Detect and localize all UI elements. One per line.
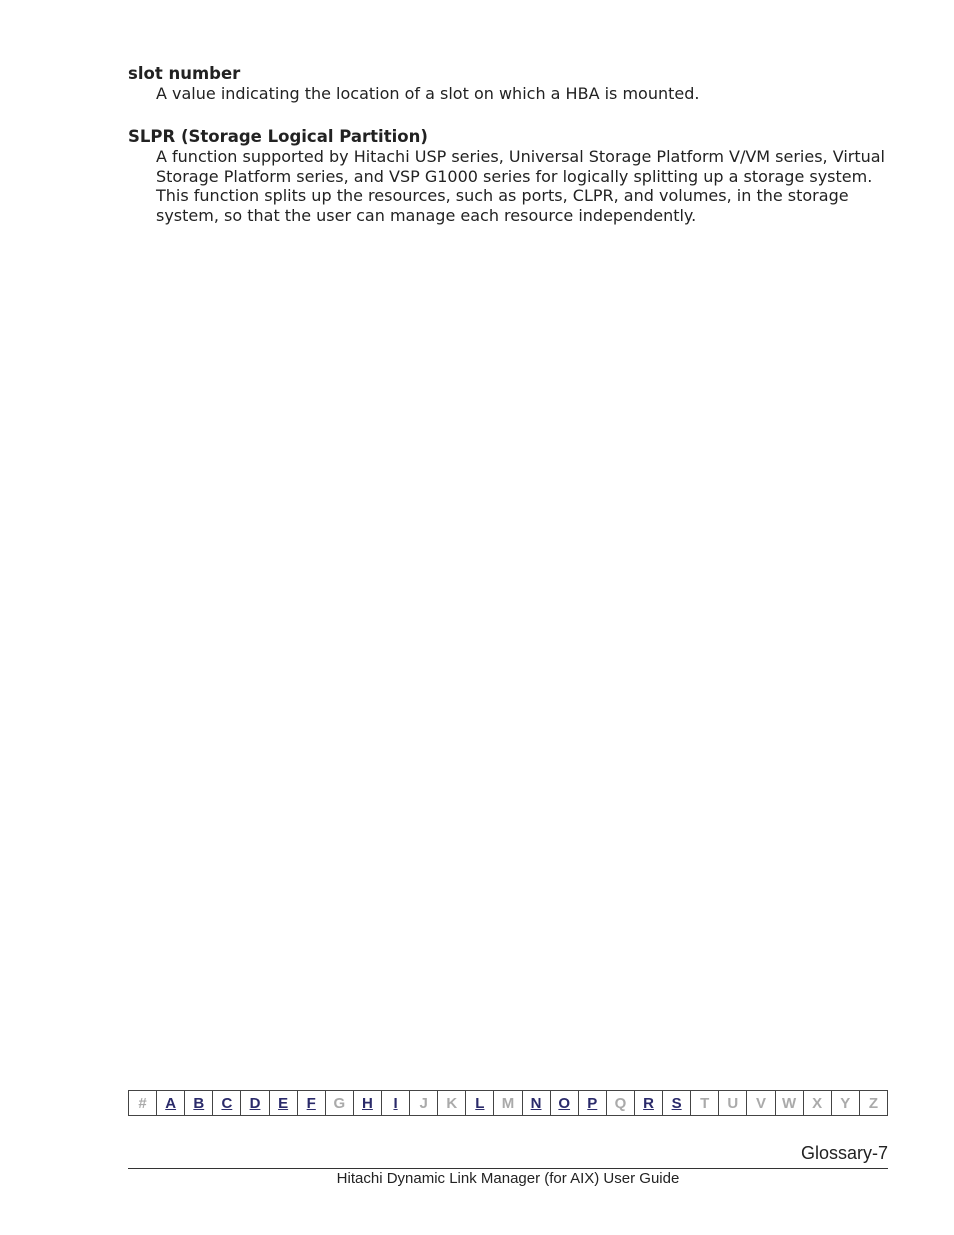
index-link-c[interactable]: C	[213, 1091, 241, 1115]
index-link-t: T	[691, 1091, 719, 1115]
index-link-d[interactable]: D	[241, 1091, 269, 1115]
index-link-l[interactable]: L	[466, 1091, 494, 1115]
page-number: Glossary-7	[800, 1143, 888, 1163]
index-link-g: G	[326, 1091, 354, 1115]
index-link-n[interactable]: N	[523, 1091, 551, 1115]
index-link-e[interactable]: E	[270, 1091, 298, 1115]
index-link-r[interactable]: R	[635, 1091, 663, 1115]
index-link-hash: #	[129, 1091, 157, 1115]
footer-divider	[128, 1168, 888, 1169]
index-link-s[interactable]: S	[663, 1091, 691, 1115]
index-link-w: W	[776, 1091, 804, 1115]
index-link-o[interactable]: O	[551, 1091, 579, 1115]
glossary-entry-slot-number	[128, 64, 890, 104]
index-link-v: V	[747, 1091, 775, 1115]
index-link-z: Z	[868, 1094, 878, 1112]
glossary-entry-slpr	[128, 127, 890, 226]
glossary-definition: A function supported by Hitachi USP series, Universal Storage Platform V/VM series, Virtual Storage Platform series, and VSP G1000 series for logically splitting up a storage system. This function splits up the resources, such as ports, CLPR, and volumes, in the storage system, so that the user can manage each resource independently.	[156, 147, 885, 226]
index-link-q: Q	[607, 1091, 635, 1115]
alphabet-index-bar	[128, 1090, 888, 1116]
index-link-a[interactable]: A	[157, 1091, 185, 1115]
index-link-p[interactable]: P	[579, 1091, 607, 1115]
index-link-m: M	[494, 1091, 522, 1115]
index-link-y: Y	[832, 1091, 860, 1115]
glossary-definition: A value indicating the location of a slot on which a HBA is mounted.	[156, 84, 700, 103]
index-link-x: X	[804, 1091, 832, 1115]
index-link-k: K	[438, 1091, 466, 1115]
glossary-term: SLPR (Storage Logical Partition)	[128, 127, 428, 146]
index-link-u: U	[719, 1091, 747, 1115]
glossary-term: slot number	[128, 64, 241, 83]
index-link-b[interactable]: B	[185, 1091, 213, 1115]
index-link-h[interactable]: H	[354, 1091, 382, 1115]
footer-document-title: Hitachi Dynamic Link Manager (for AIX) User Guide	[336, 1170, 680, 1187]
index-link-f[interactable]: F	[298, 1091, 326, 1115]
index-link-i[interactable]: I	[382, 1091, 410, 1115]
index-link-j: J	[410, 1091, 438, 1115]
